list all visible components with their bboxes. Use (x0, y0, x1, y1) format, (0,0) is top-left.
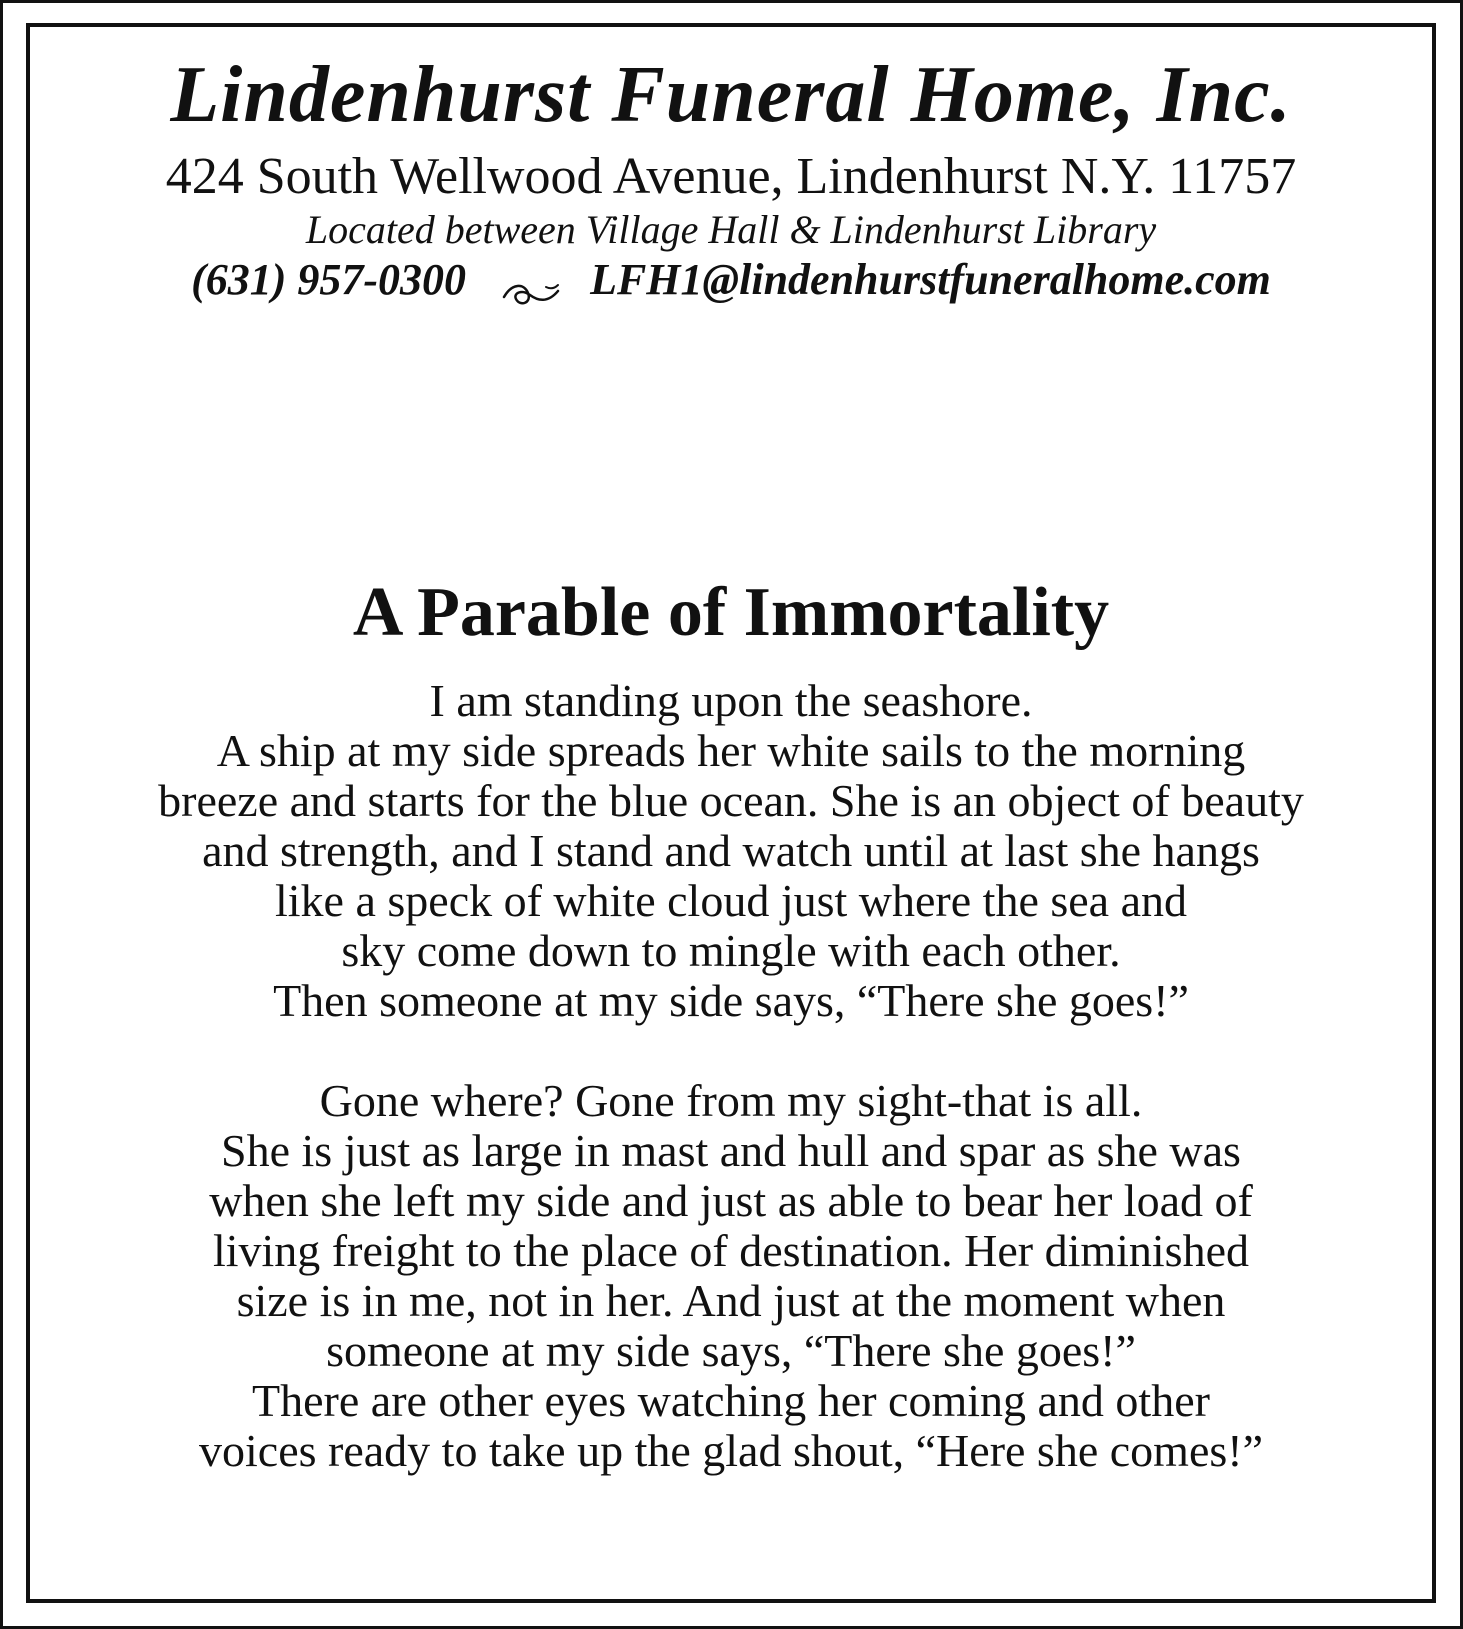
poem-line: voices ready to take up the glad shout, “Here she comes!” (199, 1425, 1263, 1476)
poem-line: and strength, and I stand and watch until at last she hangs (202, 825, 1260, 876)
street-address: 424 South Wellwood Avenue, Lindenhurst N.Y. 11757 (165, 148, 1297, 205)
poem-line: when she left my side and just as able to bear her load of (209, 1175, 1253, 1226)
poem-line: There are other eyes watching her coming and other (252, 1375, 1210, 1426)
ornamental-swirl-icon (502, 269, 560, 299)
poem-line: I am standing upon the seashore. (429, 675, 1033, 726)
poem-line: breeze and starts for the blue ocean. She is an object of beauty (158, 775, 1304, 826)
poem (30, 570, 1432, 1476)
poem-line: someone at my side says, “There she goes!” (326, 1325, 1136, 1376)
poem-stanza-1 (30, 676, 1432, 1026)
poem-line: Gone where? Gone from my sight-that is all. (319, 1075, 1143, 1126)
business-name: Lindenhurst Funeral Home, Inc. (170, 51, 1292, 139)
poem-line: A ship at my side spreads her white sails to the morning (216, 725, 1246, 776)
poem-line: She is just as large in mast and hull and spar as she was (221, 1125, 1241, 1176)
contact-line (30, 254, 1432, 306)
poem-line: Then someone at my side says, “There she goes!” (273, 975, 1189, 1026)
phone-number: (631) 957-0300 (191, 255, 467, 304)
email-address: LFH1@lindenhurstfuneralhome.com (590, 255, 1271, 304)
poem-stanza-2 (30, 1076, 1432, 1476)
poem-title: A Parable of Immortality (352, 574, 1110, 651)
poem-line: size is in me, not in her. And just at the moment when (236, 1275, 1226, 1326)
poem-line: sky come down to mingle with each other. (341, 925, 1121, 976)
letterhead (30, 50, 1432, 306)
poem-line: living freight to the place of destination. Her diminished (212, 1225, 1250, 1276)
poem-line: like a speck of white cloud just where the sea and (274, 875, 1188, 926)
location-note: Located between Village Hall & Lindenhurst Library (305, 207, 1157, 252)
